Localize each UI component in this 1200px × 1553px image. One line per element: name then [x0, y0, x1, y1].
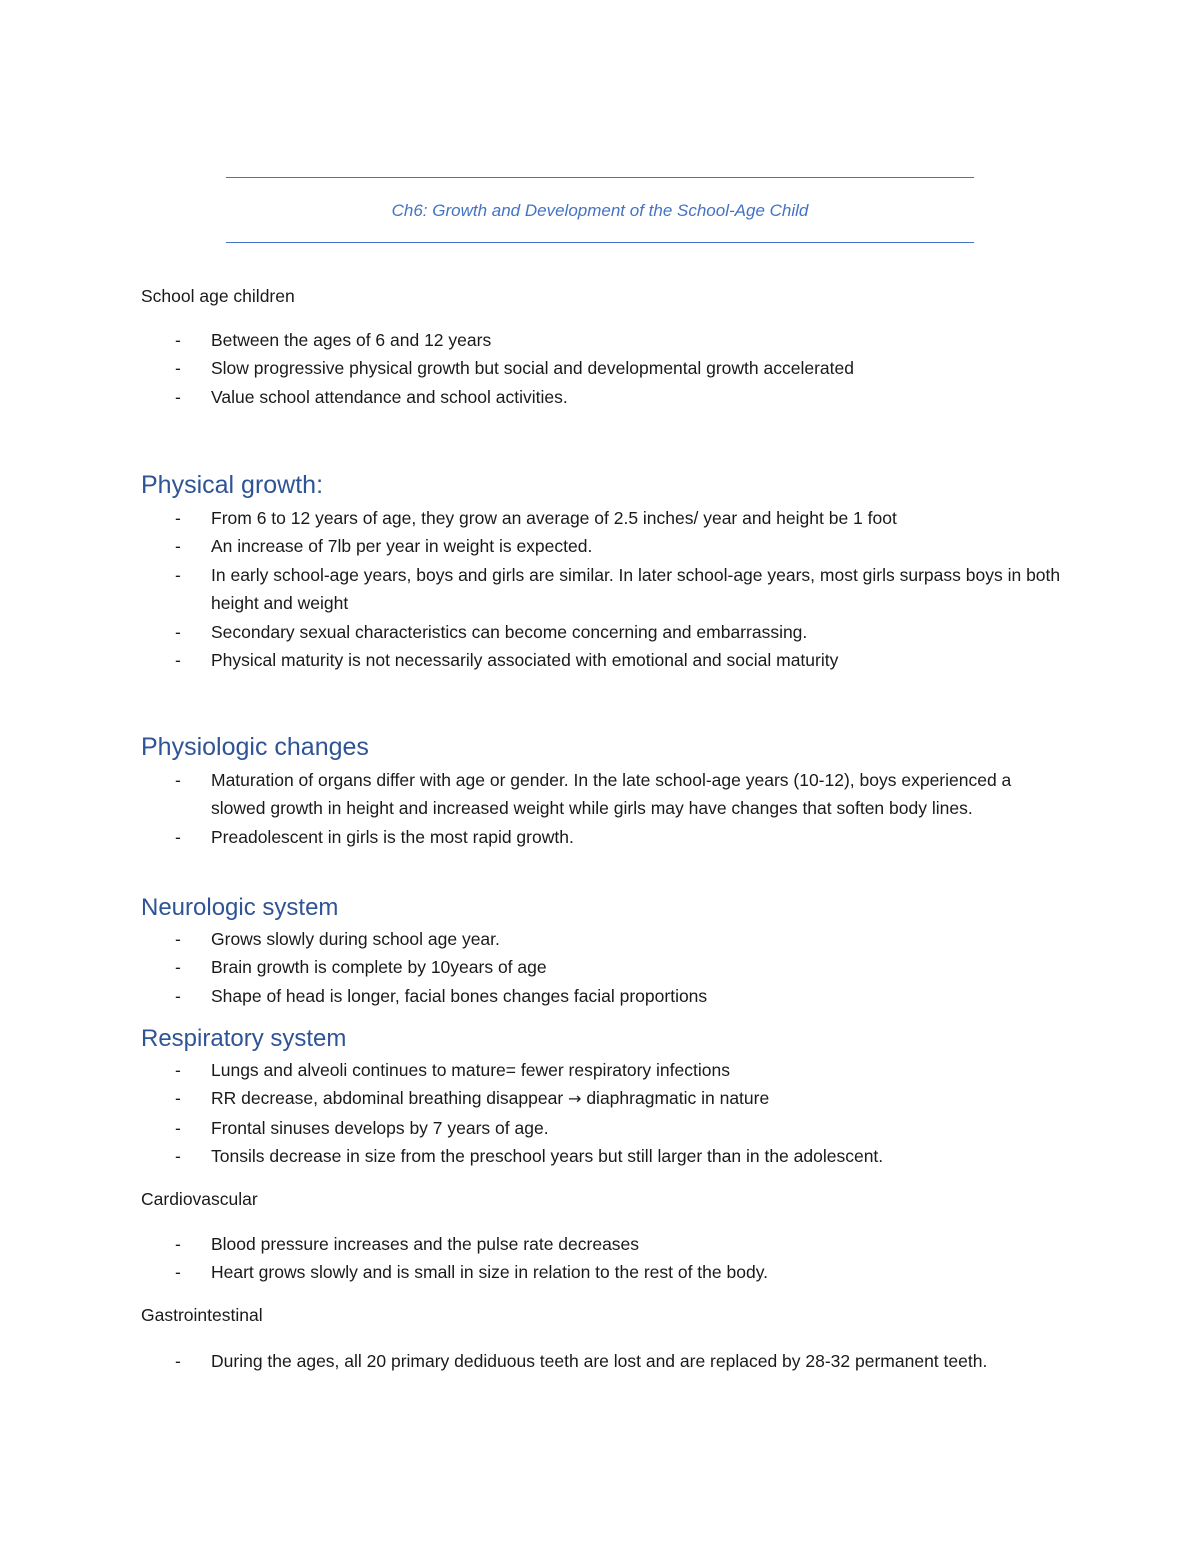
bullet-dash: -	[175, 1234, 181, 1254]
list-item: - Shape of head is longer, facial bones changes facial proportions	[141, 982, 1061, 1010]
bullet-dash: -	[175, 1262, 181, 1283]
list-item: - Value school attendance and school activities.	[141, 383, 1061, 411]
heading-physical-growth: Physical growth:	[141, 471, 324, 499]
list-item: - Blood pressure increases and the pulse rate decreases	[141, 1230, 1061, 1258]
gastrointestinal-label: Gastrointestinal	[141, 1305, 263, 1325]
list-item: - Heart grows slowly and is small in size in relation to the rest of the body.	[141, 1258, 1061, 1286]
title-bottom-rule	[226, 242, 974, 243]
bullet-dash: -	[175, 508, 181, 528]
bullet-dash: -	[175, 770, 181, 790]
list-item: - Brain growth is complete by 10years of age	[141, 953, 1061, 981]
list-item: - An increase of 7lb per year in weight is expected.	[141, 532, 1061, 560]
bullet-dash: -	[175, 1351, 181, 1371]
title-top-rule	[226, 177, 974, 178]
list-item: - Frontal sinuses develops by 7 years of age.	[141, 1114, 1061, 1142]
document-title: Ch6: Growth and Development of the School-Age Child	[391, 201, 809, 220]
cardiovascular-label: Cardiovascular	[141, 1189, 258, 1209]
list-item: - Tonsils decrease in size from the preschool years but still larger than in the adolescent.	[141, 1142, 1061, 1170]
bullet-dash: -	[175, 621, 181, 642]
bullet-dash: -	[175, 650, 181, 671]
list-item: - Secondary sexual characteristics can become concerning and embarrassing.	[141, 618, 1061, 646]
list-item: - From 6 to 12 years of age, they grow an average of 2.5 inches/ year and height be 1 foot	[141, 504, 1061, 532]
bullet-dash: -	[175, 826, 181, 847]
heading-neurologic-system: Neurologic system	[141, 894, 339, 921]
bullet-dash: -	[175, 1146, 181, 1167]
heading-respiratory-system: Respiratory system	[141, 1025, 347, 1052]
list-item: - During the ages, all 20 primary dediduous teeth are lost and are replaced by 28-32 permanent teeth.	[141, 1347, 1061, 1375]
bullet-dash: -	[175, 1060, 181, 1080]
list-item: - In early school-age years, boys and girls are similar. In later school-age years, most girls surpass boys in both height and weight	[141, 561, 1061, 618]
bullet-dash: -	[175, 1088, 181, 1109]
list-item: - Preadolescent in girls is the most rapid growth.	[141, 823, 1061, 851]
bullet-dash: -	[175, 330, 181, 350]
neurologic-list	[141, 925, 1061, 1010]
bullet-dash: -	[175, 386, 181, 407]
physical-list	[141, 504, 1061, 674]
list-item: - Grows slowly during school age year.	[141, 925, 1061, 953]
intro-list	[141, 326, 1061, 411]
list-item: - Lungs and alveoli continues to mature= fewer respiratory infections	[141, 1056, 1061, 1084]
right-arrow-icon: →	[568, 1089, 582, 1109]
heading-physiologic-changes: Physiologic changes	[141, 733, 369, 761]
bullet-dash: -	[175, 957, 181, 978]
list-item: - Maturation of organs differ with age or gender. In the late school-age years (10-12), boys experienced a slowed growth in height and increased weight while girls may have changes that soften body lines.	[141, 766, 1061, 823]
gastrointestinal-list	[141, 1347, 1061, 1375]
cardiovascular-list	[141, 1230, 1061, 1287]
bullet-dash: -	[175, 1117, 181, 1138]
respiratory-list	[141, 1056, 1061, 1171]
list-item: - Slow progressive physical growth but social and developmental growth accelerated	[141, 354, 1061, 382]
bullet-dash: -	[175, 358, 181, 379]
list-item: - Between the ages of 6 and 12 years	[141, 326, 1061, 354]
physiologic-list	[141, 766, 1061, 851]
bullet-dash: -	[175, 564, 181, 585]
list-item: - Physical maturity is not necessarily associated with emotional and social maturity	[141, 646, 1061, 674]
bullet-dash: -	[175, 985, 181, 1006]
list-item: - RR decrease, abdominal breathing disappear → diaphragmatic in nature	[141, 1084, 1061, 1113]
intro-label: School age children	[141, 286, 295, 306]
bullet-dash: -	[175, 929, 181, 949]
bullet-dash: -	[175, 536, 181, 557]
